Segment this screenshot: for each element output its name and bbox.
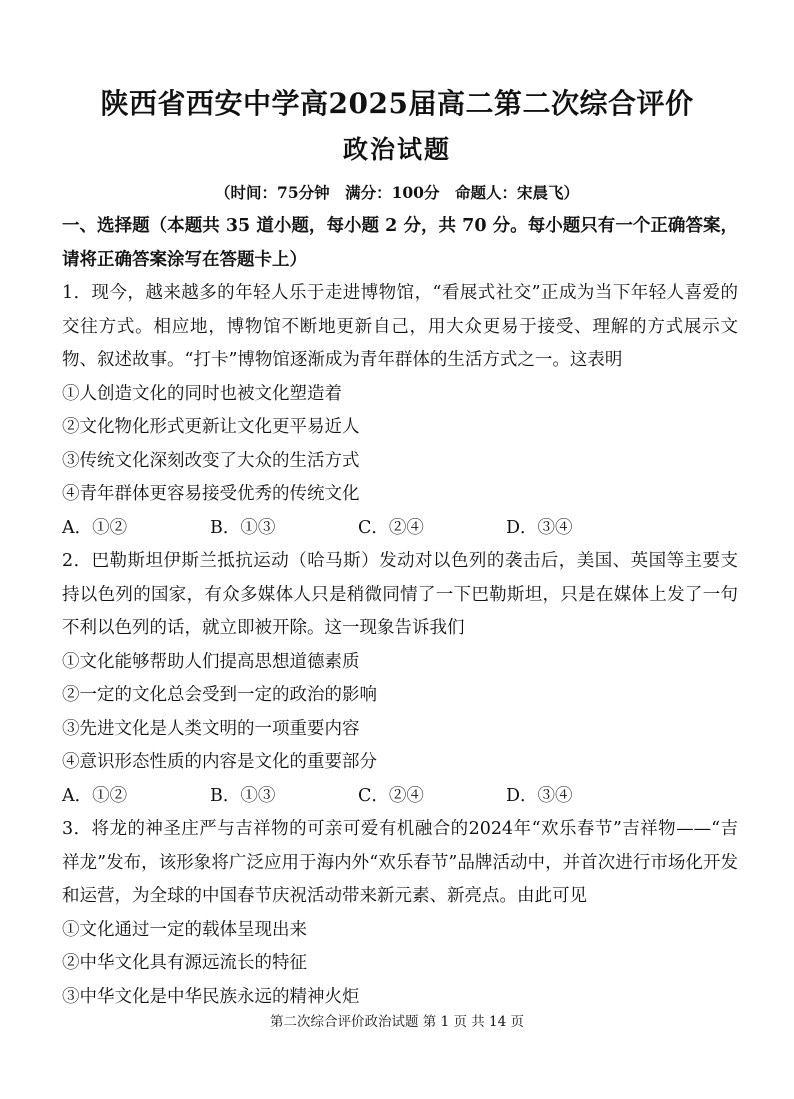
page-footer: 第二次综合评价政治试题 第 1 页 共 14 页: [269, 1014, 524, 1030]
exam-content: [62, 210, 738, 1014]
choice-b: B．①③: [210, 517, 276, 538]
choice-d: D．③④: [506, 785, 573, 806]
answer-choices: [62, 512, 738, 546]
section-heading: 一、选择题（本题共 35 道小题，每小题 2 分，共 70 分。每小题只有一个正确答案，请将正确答案涂写在答题卡上）: [62, 216, 738, 270]
statement-option: ②文化物化形式更新让文化更平易近人: [62, 417, 360, 437]
question-2: [62, 545, 738, 813]
statement-option: ①人创造文化的同时也被文化塑造着: [62, 383, 342, 404]
choice-d: D．③④: [506, 517, 573, 538]
question-1: [62, 277, 738, 545]
question-3: [62, 813, 738, 1014]
statement-option: ③先进文化是人类文明的一项重要内容: [62, 718, 360, 739]
statement-option: ①文化通过一定的载体呈现出来: [62, 919, 307, 940]
statement-option: ③传统文化深刻改变了大众的生活方式: [62, 450, 360, 471]
exam-meta: （时间：75分钟 满分：100分 命题人：宋晨飞）: [215, 183, 579, 202]
question-stem: 1．现今，越来越多的年轻人乐于走进博物馆，“看展式社交”正成为当下年轻人喜爱的交往方式。相应地，博物馆不断地更新自己，用大众更易于接受、理解的方式展示文物、叙述故事。“打卡”博物馆逐渐成为青年群体的生活方式之一。这表明: [62, 283, 738, 370]
statement-option: ②中华文化具有源远流长的特征: [62, 953, 307, 973]
statement-option: ①文化能够帮助人们提高思想道德素质: [62, 651, 360, 672]
statement-option: ④意识形态性质的内容是文化的重要部分: [62, 752, 377, 772]
choice-a: A．①②: [62, 517, 128, 538]
choice-a: A．①②: [62, 785, 128, 806]
answer-choices: [62, 780, 738, 814]
exam-subject: 政治试题: [342, 135, 451, 164]
statement-option: ③中华文化是中华民族永远的精神火炬: [62, 986, 360, 1007]
statement-option: ④青年群体更容易接受优秀的传统文化: [62, 484, 360, 504]
question-stem: 3．将龙的神圣庄严与吉祥物的可亲可爱有机融合的2024年“欢乐春节”吉祥物——“吉祥龙”发布，该形象将广泛应用于海内外“欢乐春节”品牌活动中，并首次进行市场化开发和运营，为全球的中国春节庆祝活动带来新元素、新亮点。由此可见: [62, 819, 738, 906]
choice-b: B．①③: [210, 785, 276, 806]
statement-option: ②一定的文化总会受到一定的政治的影响: [62, 685, 377, 705]
choice-c: C．②④: [358, 517, 424, 538]
exam-title: 陕西省西安中学高2025届高二第二次综合评价: [100, 87, 694, 120]
choice-c: C．②④: [358, 785, 424, 806]
question-stem: 2．巴勒斯坦伊斯兰抵抗运动（哈马斯）发动对以色列的袭击后，美国、英国等主要支持以色列的国家，有众多媒体人只是稍微同情了一下巴勒斯坦，只是在媒体上发了一句不利以色列的话，就立即被开除。这一现象告诉我们: [62, 551, 738, 638]
